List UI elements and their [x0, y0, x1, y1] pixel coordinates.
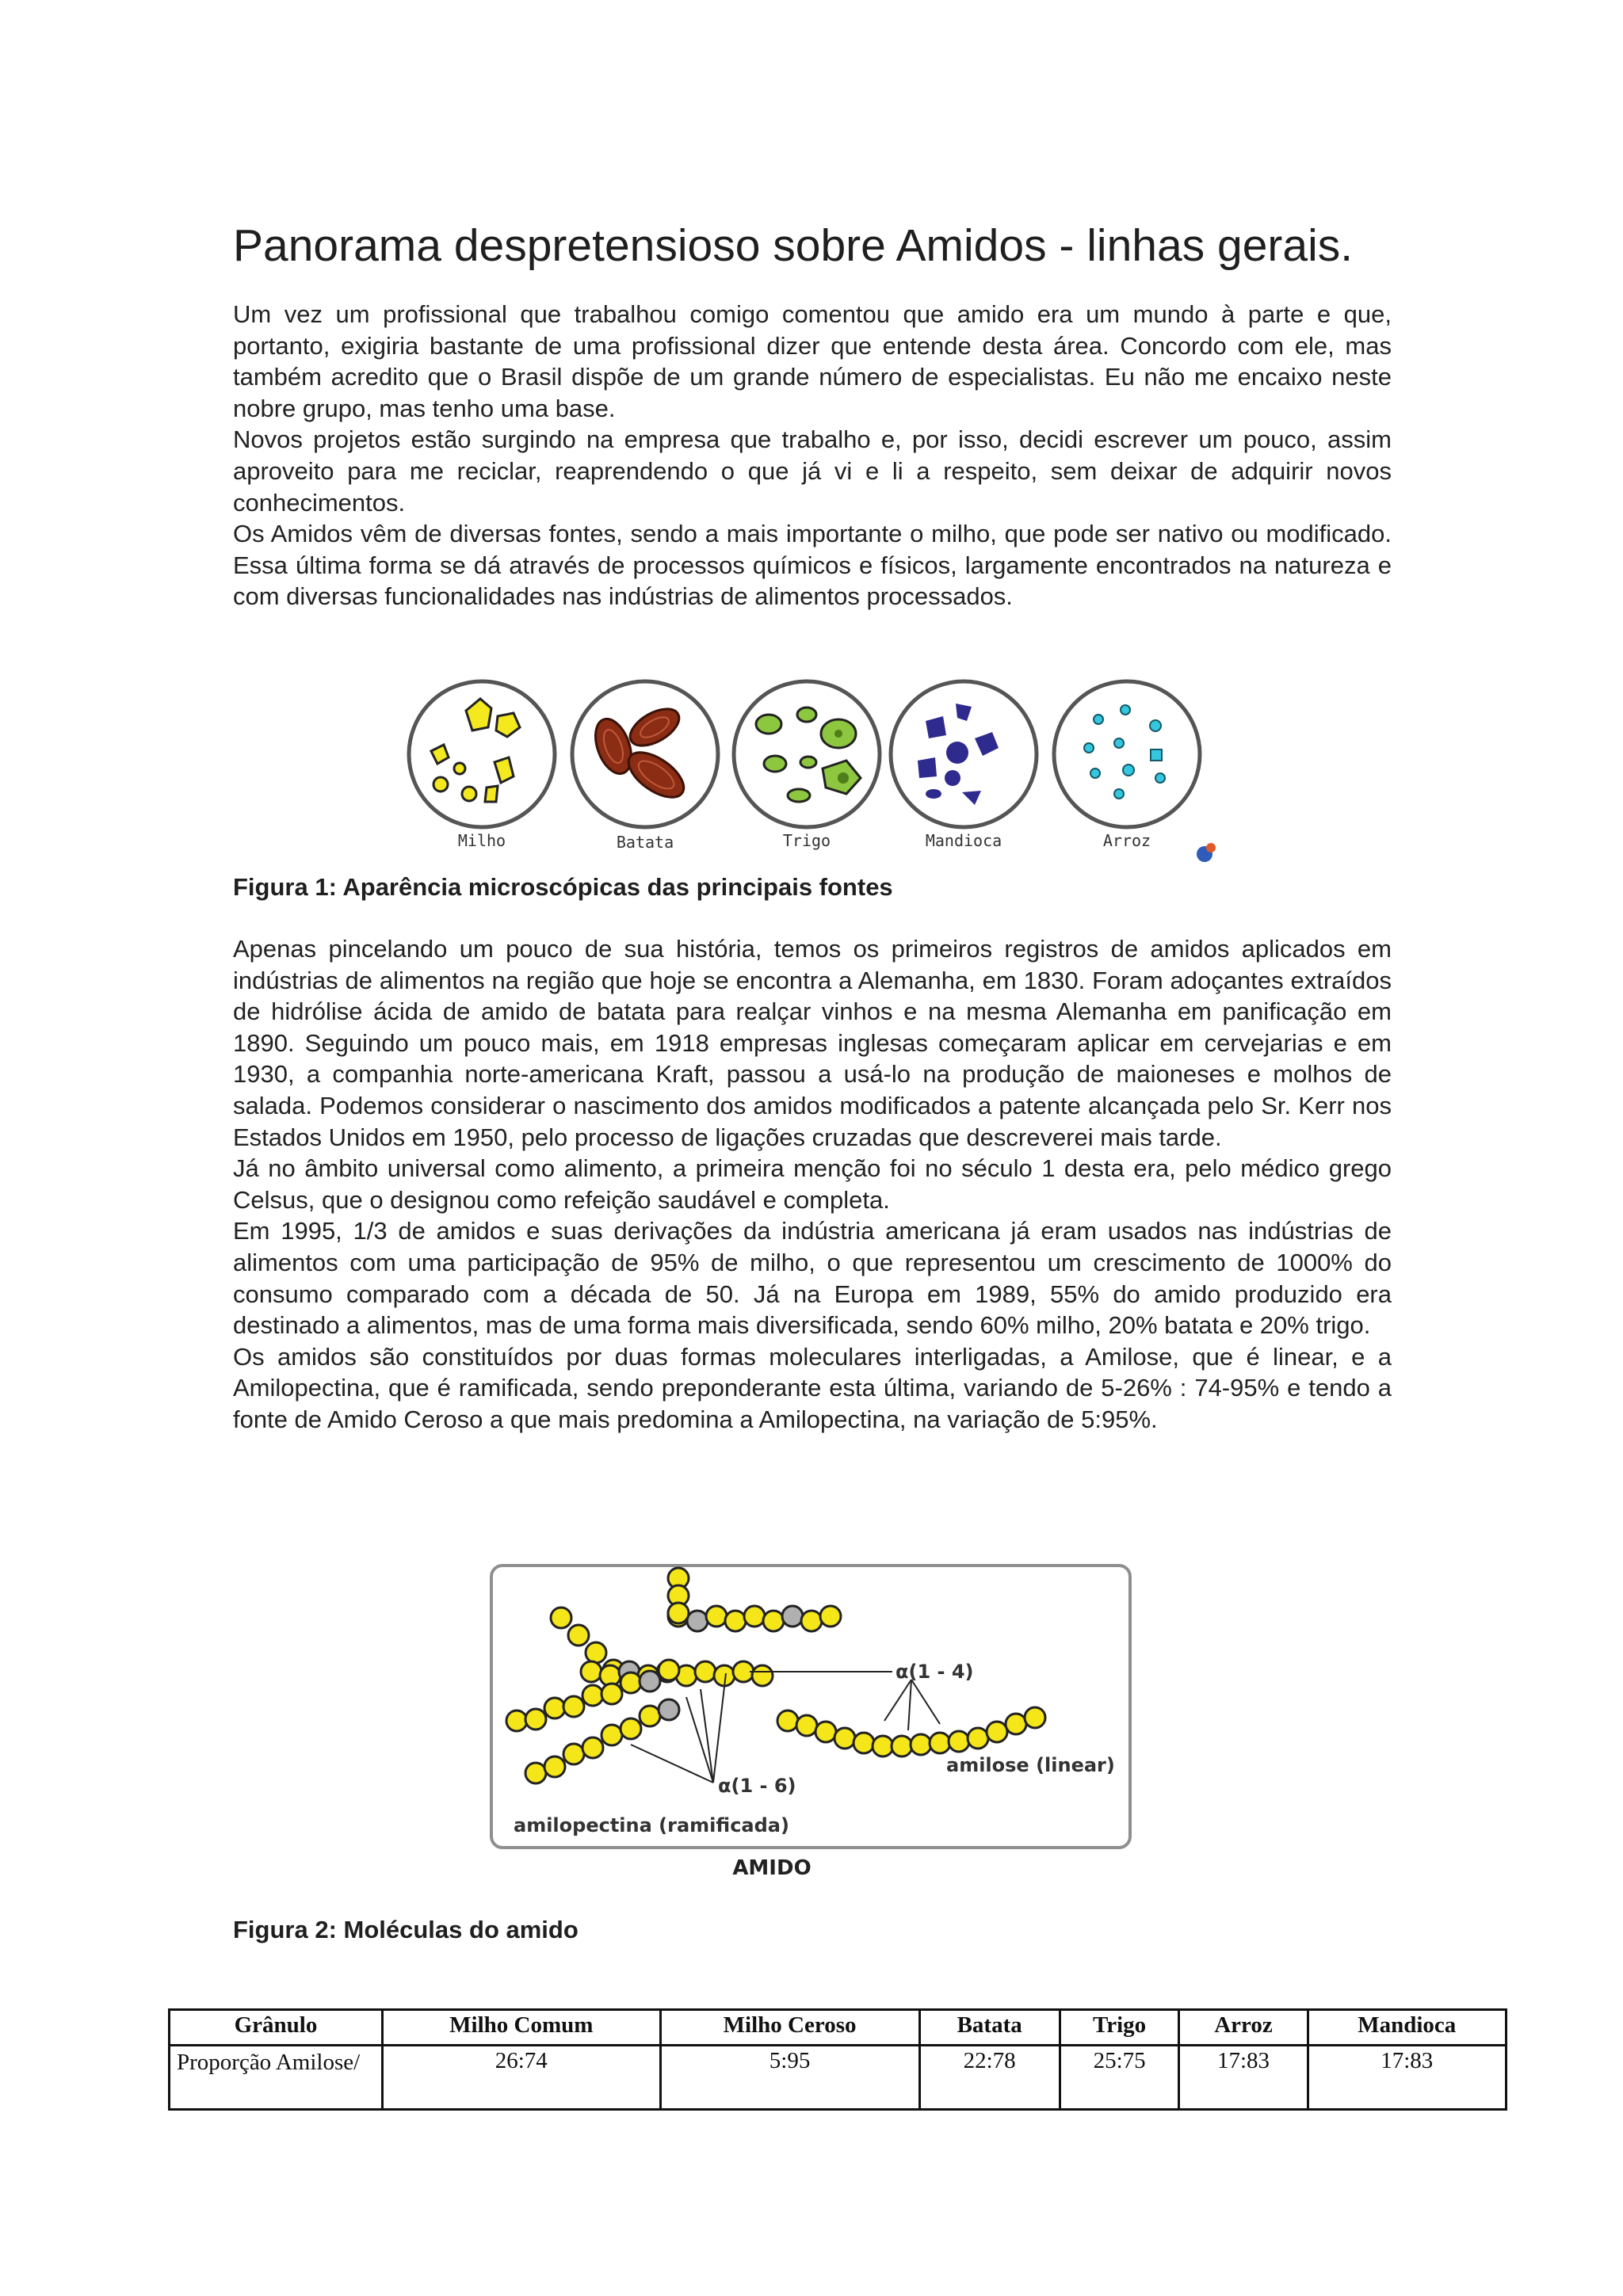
intro-text: [233, 299, 1392, 612]
glucose-bead: [873, 1736, 893, 1756]
glucose-bead: [544, 1698, 565, 1718]
glucose-bead: [551, 1608, 571, 1628]
figure-1-granules: [403, 675, 1227, 865]
glucose-bead: [834, 1728, 855, 1749]
glucose-bead: [1025, 1707, 1045, 1728]
glucose-bead: [782, 1606, 803, 1627]
glucose-bead: [621, 1672, 641, 1693]
figure-2-caption: Figura 2: Moléculas do amido: [233, 1916, 579, 1943]
table-cell: 25:75: [1060, 2046, 1179, 2110]
glucose-bead: [582, 1685, 603, 1706]
granule-batata: [572, 681, 718, 827]
granule-milho: [409, 681, 555, 827]
row-label: Proporção Amilose/: [170, 2046, 383, 2110]
glucose-bead: [525, 1709, 546, 1730]
table-cell: 5:95: [660, 2046, 919, 2110]
table-header-row: [170, 2010, 1507, 2046]
label-mandioca: Mandioca: [925, 831, 1002, 850]
glucose-bead: [815, 1722, 836, 1742]
glucose-bead: [544, 1756, 565, 1777]
glucose-bead: [695, 1661, 716, 1682]
glucose-bead: [659, 1699, 679, 1720]
glucose-bead: [949, 1731, 969, 1752]
glucose-bead: [820, 1606, 841, 1627]
glucose-bead: [892, 1736, 912, 1756]
glucose-bead: [1006, 1714, 1026, 1734]
paragraph: Os Amidos vêm de diversas fontes, sendo a mais importante o milho, que pode ser nativo ou modificado. Essa última forma se dá através de processos químicos e físicos, largamente encontrados na natureza e com diversas funcionalidades nas indústrias de alimentos processados.: [233, 520, 1392, 611]
label-arroz: Arroz: [1102, 831, 1151, 850]
page-title: Panorama despretensioso sobre Amidos - linhas gerais.: [233, 220, 1354, 271]
glucose-bead: [987, 1722, 1007, 1742]
label-amylopectin: amilopectina (ramificada): [514, 1814, 789, 1836]
table-cell: 17:83: [1308, 2046, 1507, 2110]
label-milho: Milho: [457, 831, 506, 850]
history-text: [233, 933, 1392, 1436]
glucose-bead: [744, 1606, 765, 1627]
glucose-bead: [777, 1711, 798, 1731]
label-amylose: amilose (linear): [946, 1754, 1115, 1776]
glucose-bead: [968, 1728, 988, 1749]
granule-arroz: [1054, 681, 1200, 827]
figure-2-molecules: [488, 1562, 1135, 1882]
table-cell: 26:74: [383, 2046, 661, 2110]
glucose-bead: [930, 1733, 950, 1753]
paragraph: Em 1995, 1/3 de amidos e suas derivações da indústria americana já eram usados nas indústrias de alimentos com uma participação de 95% de milho, o que representou um crescimento de 1000% do consumo comparado com a década de 50. Já na Europa em 1989, 55% do amido produzido era destinado a alimentos, mas de uma forma mais diversificada, sendo 60% milho, 20% batata e 20% trigo.: [233, 1217, 1392, 1340]
table-cell: 17:83: [1179, 2046, 1308, 2110]
glucose-bead: [586, 1642, 606, 1663]
paragraph: Novos projetos estão surgindo na empresa que trabalho e, por isso, decidi escrever um pouco, assim aproveito para me reciclar, reaprendendo o que já vi e li a respeito, sem deixar de adquirir novos conhecimentos.: [233, 425, 1392, 517]
glucose-bead: [706, 1606, 727, 1627]
glucose-bead: [525, 1763, 546, 1783]
column-header: Mandioca: [1308, 2010, 1507, 2046]
column-header: Trigo: [1060, 2010, 1179, 2046]
glucose-bead: [568, 1625, 589, 1646]
granule-table: [168, 2008, 1507, 2111]
glucose-bead: [659, 1660, 679, 1680]
paragraph: Os amidos são constituídos por duas formas moleculares interligadas, a Amilose, que é linear, e a Amilopectina, que é ramificada, sendo preponderante esta última, variando de 5-26% : 74-95% e tendo a fonte de Amido Ceroso a que mais predomina a Amilopectina, na variação de 5:95%.: [233, 1342, 1392, 1433]
label-amido: AMIDO: [732, 1856, 812, 1880]
paragraph: Um vez um profissional que trabalhou comigo comentou que amido era um mundo à parte e que, portanto, exigiria bastante de uma profissional dizer que entende desta área. Concordo com ele, mas também acredito que o Brasil dispõe de um grande número de especialistas. Eu não me encaixo neste nobre grupo, mas tenho uma base.: [233, 300, 1392, 422]
figure-1-caption: Figura 1: Aparência microscópicas das principais fontes: [233, 873, 893, 901]
glucose-bead: [601, 1725, 622, 1745]
column-header: Milho Comum: [383, 2010, 661, 2046]
glucose-bead: [725, 1611, 746, 1631]
granule-trigo: [734, 681, 880, 827]
glucose-bead: [854, 1733, 874, 1753]
glucose-bead: [506, 1711, 527, 1731]
column-header: Grânulo: [170, 2010, 383, 2046]
glucose-bead: [796, 1715, 817, 1736]
glucose-bead: [563, 1744, 584, 1764]
glucose-bead: [801, 1611, 822, 1631]
table-cell: 22:78: [919, 2046, 1060, 2110]
glucose-bead: [581, 1661, 601, 1682]
label-trigo: Trigo: [782, 831, 831, 850]
glucose-bead: [640, 1706, 660, 1726]
label-alpha-1-4: α(1 - 4): [896, 1661, 974, 1683]
column-header: Batata: [919, 2010, 1060, 2046]
glucose-bead: [601, 1684, 622, 1704]
decorative-logo-icon: [1197, 843, 1216, 862]
label-alpha-1-6: α(1 - 6): [718, 1775, 796, 1797]
glucose-bead: [640, 1671, 660, 1691]
table-row: [170, 2046, 1507, 2110]
glucose-bead: [563, 1696, 584, 1717]
column-header: Arroz: [1179, 2010, 1308, 2046]
column-header: Milho Ceroso: [660, 2010, 919, 2046]
glucose-bead: [668, 1603, 689, 1623]
paragraph: Já no âmbito universal como alimento, a primeira menção foi no século 1 desta era, pelo médico grego Celsus, que o designou como refeição saudável e completa.: [233, 1154, 1392, 1214]
glucose-bead: [763, 1611, 784, 1631]
glucose-bead: [621, 1718, 641, 1739]
glucose-bead: [687, 1611, 708, 1631]
glucose-bead: [752, 1665, 773, 1686]
granule-mandioca: [891, 681, 1037, 827]
glucose-bead: [911, 1734, 931, 1755]
label-batata: Batata: [616, 833, 674, 852]
paragraph: Apenas pincelando um pouco de sua história, temos os primeiros registros de amidos aplicados em indústrias de alimentos na região que hoje se encontra a Alemanha, em 1830. Foram adoçantes extraídos de hidrólise ácida de amido de batata para realçar vinhos e na mesma Alemanha em panificação em 1890. Seguindo um pouco mais, em 1918 empresas inglesas começaram aplicar em cervejarias e em 1930, a companhia norte-americana Kraft, passou a usá-lo na produção de maioneses e molhos de salada. Podemos considerar o nascimento dos amidos modificados a patente alcançada pelo Sr. Kerr nos Estados Unidos em 1950, pelo processo de ligações cruzadas que descreverei mais tarde.: [233, 935, 1392, 1151]
glucose-bead: [582, 1737, 603, 1758]
